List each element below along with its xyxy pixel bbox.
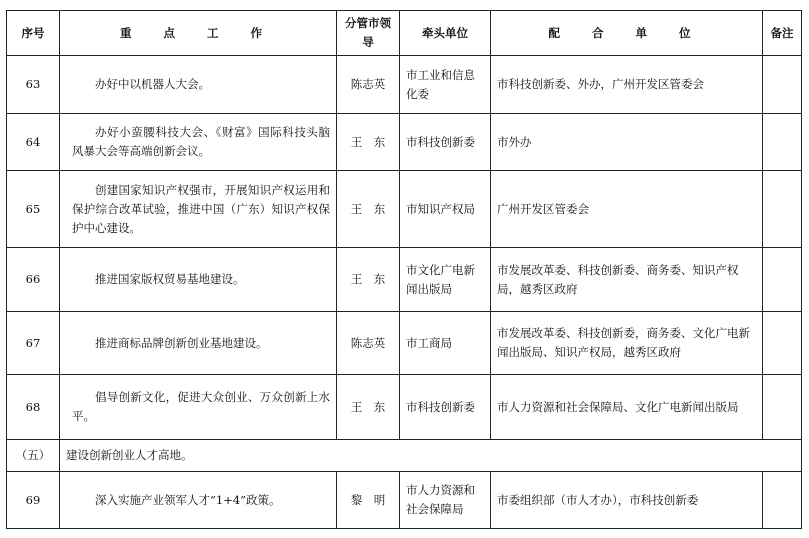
header-lead-unit: 牵头单位 xyxy=(400,11,491,56)
row-coop-unit: 市发展改革委、科技创新委，商务委、文化广电新闻出版局、知识产权局，越秀区政府 xyxy=(491,312,763,375)
table-row xyxy=(7,171,802,248)
row-remark xyxy=(763,171,802,248)
row-leader: 王 东 xyxy=(337,248,400,312)
row-no: 66 xyxy=(7,248,60,312)
row-work: 深入实施产业领军人才“1+4”政策。 xyxy=(60,472,337,529)
row-coop-unit: 市发展改革委、科技创新委、商务委、知识产权局，越秀区政府 xyxy=(491,248,763,312)
table-row xyxy=(7,472,802,529)
header-coop-unit: 配 合 单 位 xyxy=(491,11,763,56)
row-leader: 陈志英 xyxy=(337,56,400,114)
row-leader: 王 东 xyxy=(337,171,400,248)
row-leader: 陈志英 xyxy=(337,312,400,375)
table-header-row xyxy=(7,11,802,56)
row-coop-unit: 市科技创新委、外办，广州开发区管委会 xyxy=(491,56,763,114)
section-title: 建设创新创业人才高地。 xyxy=(60,440,802,472)
header-no: 序号 xyxy=(7,11,60,56)
table-row xyxy=(7,248,802,312)
row-coop-unit: 市委组织部（市人才办），市科技创新委 xyxy=(491,472,763,529)
header-work: 重 点 工 作 xyxy=(60,11,337,56)
row-remark xyxy=(763,375,802,440)
row-lead-unit: 市科技创新委 xyxy=(400,375,491,440)
header-remark: 备注 xyxy=(763,11,802,56)
row-no: 68 xyxy=(7,375,60,440)
row-no: 69 xyxy=(7,472,60,529)
row-remark xyxy=(763,114,802,171)
table-row xyxy=(7,375,802,440)
table-row xyxy=(7,56,802,114)
table-row xyxy=(7,114,802,171)
row-coop-unit: 市人力资源和社会保障局、文化广电新闻出版局 xyxy=(491,375,763,440)
row-lead-unit: 市工业和信息化委 xyxy=(400,56,491,114)
row-lead-unit: 市知识产权局 xyxy=(400,171,491,248)
row-leader: 王 东 xyxy=(337,114,400,171)
row-remark xyxy=(763,472,802,529)
row-work: 倡导创新文化，促进大众创业、万众创新上水平。 xyxy=(60,375,337,440)
table-row xyxy=(7,312,802,375)
row-no: 65 xyxy=(7,171,60,248)
section-row xyxy=(7,440,802,472)
row-work: 办好小蛮腰科技大会、《财富》国际科技头脑风暴大会等高端创新会议。 xyxy=(60,114,337,171)
row-work: 创建国家知识产权强市，开展知识产权运用和保护综合改革试验，推进中国（广东）知识产权保护中心建设。 xyxy=(60,171,337,248)
row-lead-unit: 市文化广电新闻出版局 xyxy=(400,248,491,312)
section-no: （五） xyxy=(7,440,60,472)
row-leader: 黎 明 xyxy=(337,472,400,529)
key-work-table xyxy=(6,10,802,529)
row-no: 63 xyxy=(7,56,60,114)
row-lead-unit: 市工商局 xyxy=(400,312,491,375)
row-lead-unit: 市科技创新委 xyxy=(400,114,491,171)
row-work: 推进国家版权贸易基地建设。 xyxy=(60,248,337,312)
row-no: 64 xyxy=(7,114,60,171)
row-remark xyxy=(763,56,802,114)
row-work: 推进商标品牌创新创业基地建设。 xyxy=(60,312,337,375)
row-coop-unit: 市外办 xyxy=(491,114,763,171)
row-remark xyxy=(763,312,802,375)
row-coop-unit: 广州开发区管委会 xyxy=(491,171,763,248)
row-remark xyxy=(763,248,802,312)
header-leader: 分管市领导 xyxy=(337,11,400,56)
row-work: 办好中以机器人大会。 xyxy=(60,56,337,114)
row-lead-unit: 市人力资源和社会保障局 xyxy=(400,472,491,529)
row-no: 67 xyxy=(7,312,60,375)
row-leader: 王 东 xyxy=(337,375,400,440)
